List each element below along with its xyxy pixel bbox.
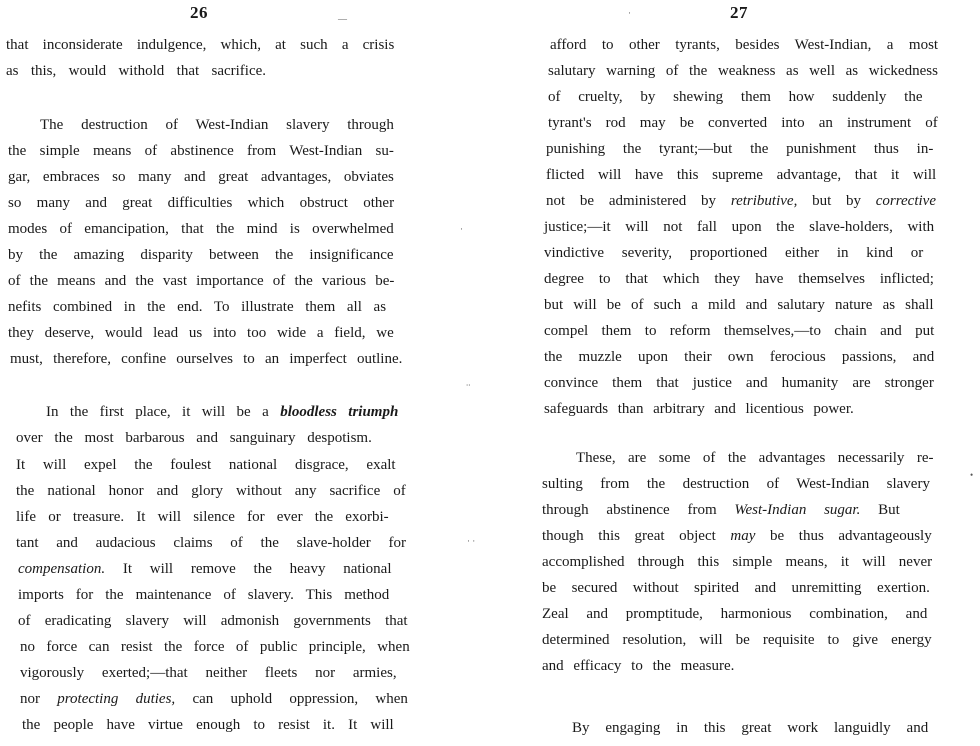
text-line [550,35,938,55]
text-segment: But [860,502,900,518]
text-line [548,113,938,133]
text-segment: they deserve, would lead us into too wide a field, we [8,325,394,341]
italic-text: West-Indian sugar. [734,502,861,518]
text-segment: though this great object [542,528,731,544]
text-segment: convince them that justice and humanity are stronger [544,375,934,391]
text-line [8,167,394,187]
text-segment: accomplished through this simple means, it will never [542,554,933,570]
text-line [8,141,394,161]
right-page [520,0,980,746]
text-line [544,399,854,419]
text-segment: the simple means of abstinence from West-Indian su- [8,143,394,159]
text-segment: gar, embraces so many and great advantages, obviates [8,169,394,185]
page-number: 27 [730,3,748,22]
text-line [8,271,394,291]
text-line [544,321,934,341]
text-segment: compel them to reform themselves,—to chain and put [544,323,935,339]
text-line [542,526,932,546]
text-line [542,656,734,676]
text-segment: Zeal and promptitude, harmonious combination, and [542,606,928,622]
italic-text: retributive, [730,193,798,209]
text-segment: sulting from the destruction of West-Indian slavery [542,476,930,492]
text-line [40,115,394,135]
text-line [8,323,394,343]
text-line [542,474,930,494]
text-line [546,139,933,159]
italic-text: protecting duties, [57,691,176,707]
text-segment: but by [797,193,876,209]
text-segment: of cruelty, by shewing them how suddenly the [548,89,923,105]
text-line [18,585,389,605]
text-line [546,165,936,185]
ink-speck: • [970,470,974,480]
text-segment: nefits combined in the end. To illustrate them all as [8,299,387,315]
text-segment: no force can resist the force of public principle, when [20,639,410,655]
text-segment: of the means and the vast importance of the various be- [8,273,395,289]
text-segment: not be administered by [546,193,731,209]
text-segment: vindictive severity, proportioned either in kind or [544,245,924,261]
text-segment: determined resolution, will be requisite to give energy [542,632,932,648]
text-line [542,630,932,650]
ink-speck: ∙∙ [466,380,471,390]
text-line [20,637,410,657]
text-segment: must, therefore, confine ourselves to an imperfect outline. [10,351,403,367]
text-segment: The destruction of West-Indian slavery through [40,117,394,133]
text-line [548,61,938,81]
left-page [0,0,470,746]
text-line [16,481,406,501]
text-line [544,269,934,289]
text-line [18,611,408,631]
text-line [544,217,934,237]
text-line [16,507,389,527]
ink-speck: · [628,8,631,18]
text-line [542,604,927,624]
text-line [16,428,372,448]
text-line [542,578,930,598]
text-segment: life or treasure. It will silence for ever the exorbi- [16,509,389,525]
text-line [16,455,396,475]
text-segment: It will remove the heavy national [105,561,392,577]
text-segment: the people have virtue enough to resist it. It will [22,717,394,733]
text-segment: tant and audacious claims of the slave-holder for [16,535,406,551]
text-line [8,245,394,265]
text-segment: by the amazing disparity between the insignificance [8,247,394,263]
text-line [20,689,408,709]
text-line [6,61,266,81]
text-line [572,718,928,738]
text-line [46,402,398,422]
text-segment: over the most barbarous and sanguinary despotism. [16,430,372,446]
text-segment: be thus advantageously [755,528,932,544]
text-segment: modes of emancipation, that the mind is overwhelmed [8,221,394,237]
italic-text: may [730,528,756,544]
text-segment: degree to that which they have themselves inflicted; [544,271,934,287]
text-line [16,533,406,553]
text-segment: imports for the maintenance of slavery. This method [18,587,390,603]
text-segment: tyrant's rod may be converted into an instrument of [548,115,938,131]
ink-speck: · [460,224,463,234]
text-line [18,559,392,579]
italic-text: corrective [875,193,936,209]
text-segment: nor [20,691,58,707]
text-segment: of eradicating slavery will admonish governments that [18,613,408,629]
italic-text: bloodless triumph [280,404,399,420]
text-line [546,191,936,211]
text-segment: be secured without spirited and unremitting exertion. [542,580,930,596]
text-segment: In the first place, it will be a [46,404,281,420]
text-line [544,243,923,263]
text-segment: so many and great difficulties which obstruct other [8,195,395,211]
text-segment: By engaging in this great work languidly and [572,720,929,736]
ink-speck: · · [467,536,476,546]
text-segment: These, are some of the advantages necessarily re- [576,450,934,466]
text-segment: the national honor and glory without any sacrifice of [16,483,406,499]
text-line [542,552,932,572]
text-segment: afford to other tyrants, besides West-Indian, a most [550,37,939,53]
text-segment: flicted will have this supreme advantage, that it will [546,167,937,183]
text-line [544,373,934,393]
text-segment: It will expel the foulest national disgrace, exalt [16,457,396,473]
text-line [544,295,934,315]
text-segment: that inconsiderate indulgence, which, at such a crisis [6,37,395,53]
text-line [20,663,397,683]
text-segment: and efficacy to the measure. [542,658,735,674]
text-segment: through abstinence from [542,502,735,518]
text-line [8,219,394,239]
text-segment: but will be of such a mild and salutary nature as shall [544,297,934,313]
text-line [548,87,922,107]
text-segment: as this, would withold that sacrifice. [6,63,267,79]
italic-text: compensation. [18,561,106,577]
text-line [8,193,394,213]
text-line [576,448,934,468]
text-line [8,297,386,317]
text-line [10,349,402,369]
text-segment: the muzzle upon their own ferocious passions, and [544,349,935,365]
page-number: 26 [190,3,208,22]
text-segment: justice;—it will not fall upon the slave-holders, with [544,219,935,235]
text-line [22,715,394,735]
text-segment: punishing the tyrant;—but the punishment thus in- [546,141,934,157]
text-line [544,347,934,367]
text-line [542,500,900,520]
text-segment: can uphold oppression, when [175,691,408,707]
text-segment: vigorously exerted;—that neither fleets nor armies, [20,665,397,681]
text-segment: salutary warning of the weakness as well as wickedness [548,63,938,79]
text-segment: safeguards than arbitrary and licentious power. [544,401,854,417]
text-line [6,35,394,55]
ink-speck: ― [338,14,347,24]
